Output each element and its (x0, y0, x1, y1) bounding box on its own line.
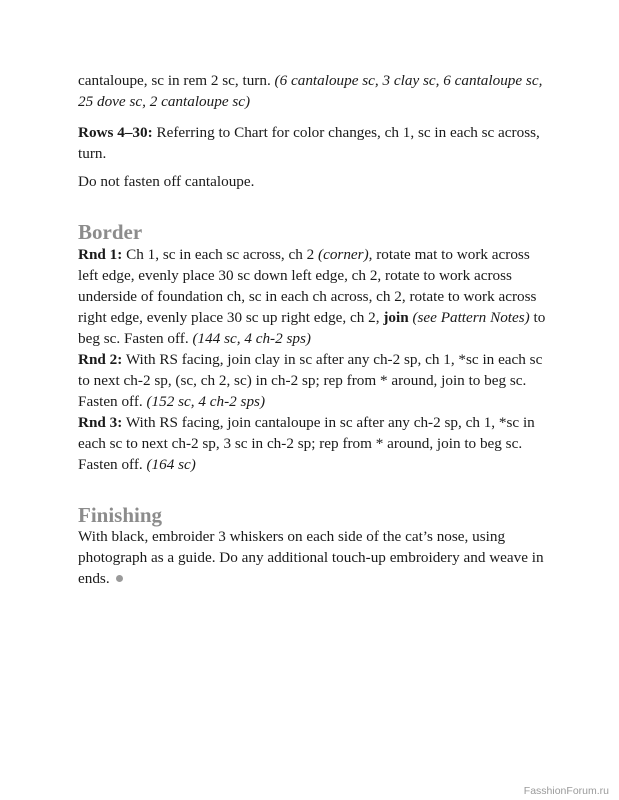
text-line (78, 391, 558, 412)
finishing-heading: Finishing (78, 503, 163, 527)
text: cantaloupe, sc in rem 2 sc, turn. (78, 72, 271, 89)
watermark: FasshionForum.ru (523, 785, 609, 797)
text: With RS facing, join clay in sc after any ch-2 sp, ch 1, *sc in each sc (122, 351, 543, 368)
text-line: each sc to next ch-2 sp, 3 sc in ch-2 sp; rep from * around, join to beg sc. (78, 435, 523, 452)
text: Fasten off. (78, 456, 147, 473)
text: beg sc. Fasten off. (78, 330, 193, 347)
text-line: With black, embroider 3 whiskers on each side of the cat’s nose, using (78, 528, 506, 545)
italic-count: (164 sc) (146, 456, 196, 473)
round-label: Rnd 2: (78, 351, 123, 368)
paragraph-row3-end (78, 70, 558, 112)
text-line: to next ch-2 sp, (sc, ch 2, sc) in ch-2 sp; rep from * around, join to beg sc. (78, 372, 527, 389)
paragraph-rnd-1 (78, 244, 558, 349)
italic-count: 25 dove sc, 2 cantaloupe sc) (78, 93, 251, 110)
text-line (78, 307, 558, 328)
text-line (78, 122, 558, 143)
paragraph-rnd-3 (78, 412, 558, 475)
text: to (529, 309, 546, 326)
paragraph-do-not-fasten (78, 171, 558, 192)
italic-note: (corner), (318, 246, 373, 263)
text: Ch 1, sc in each sc across, ch 2 (122, 246, 319, 263)
text: Referring to Chart for color changes, ch 1, sc in each sc across, (152, 124, 540, 141)
paragraph-rows-4-30 (78, 122, 558, 164)
text-line: Do not fasten off cantaloupe. (78, 173, 255, 190)
round-label: Rnd 3: (78, 414, 123, 431)
text-line (78, 70, 558, 91)
text-line: turn. (78, 145, 107, 162)
italic-count: (144 sc, 4 ch-2 sps) (192, 330, 311, 347)
round-label: Rnd 1: (78, 246, 123, 263)
text-line (78, 412, 558, 433)
text: right edge, evenly place 30 sc up right edge, ch 2, (78, 309, 384, 326)
text-line (78, 568, 558, 589)
italic-note: (see Pattern Notes) (412, 309, 530, 326)
border-heading: Border (78, 220, 143, 244)
text: Fasten off. (78, 393, 147, 410)
end-of-pattern-dot-icon (116, 575, 123, 582)
row-label: Rows 4–30: (78, 124, 153, 141)
text-line (78, 328, 558, 349)
text-line (78, 349, 558, 370)
text-line: left edge, evenly place 30 sc down left edge, ch 2, rotate to work across (78, 267, 512, 284)
text: rotate mat to work across (372, 246, 530, 263)
text-line: photograph as a guide. Do any additional touch-up embroidery and weave in (78, 549, 544, 566)
bold-term: join (383, 309, 409, 326)
text-line (78, 454, 558, 475)
paragraph-finishing (78, 526, 558, 589)
italic-count: (6 cantaloupe sc, 3 clay sc, 6 cantaloupe sc, (274, 72, 543, 89)
text: With RS facing, join cantaloupe in sc after any ch-2 sp, ch 1, *sc in (122, 414, 535, 431)
italic-count: (152 sc, 4 ch-2 sps) (146, 393, 266, 410)
text-line (78, 244, 558, 265)
paragraph-rnd-2 (78, 349, 558, 412)
text-line: underside of foundation ch, sc in each ch across, ch 2, rotate to work across (78, 288, 537, 305)
text: ends. (78, 570, 110, 587)
